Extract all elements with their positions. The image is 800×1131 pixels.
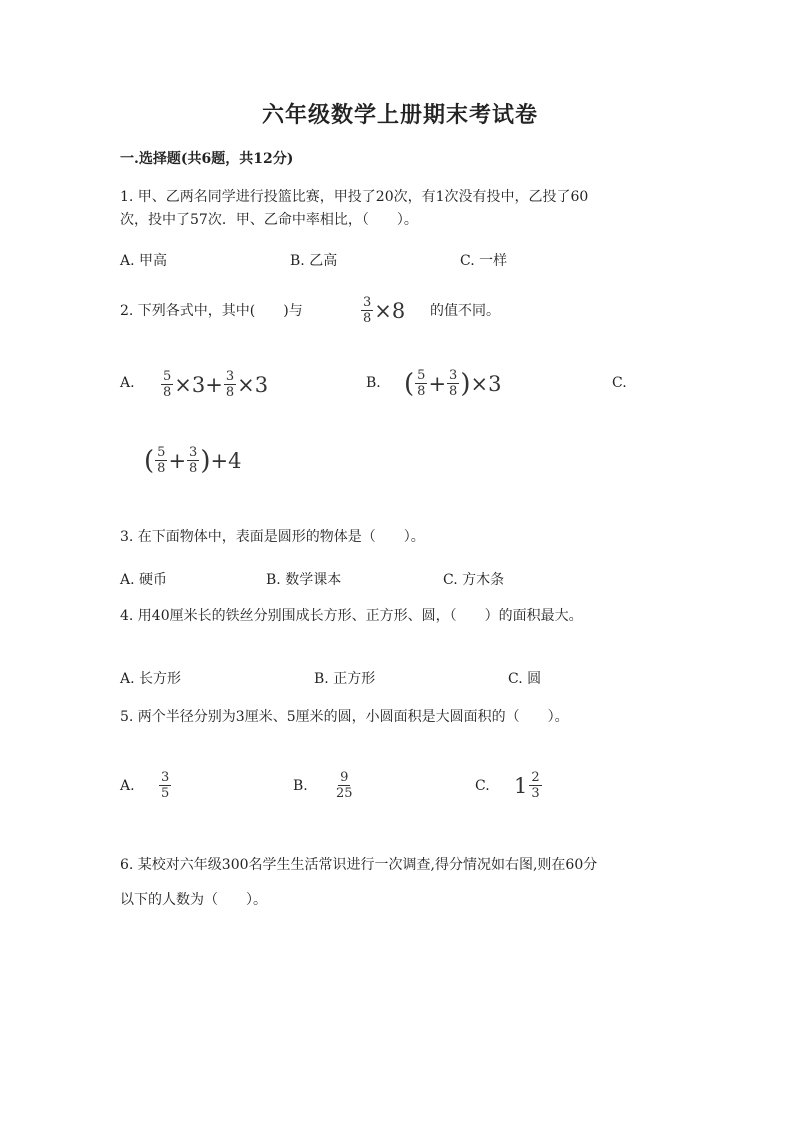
- question-5-option-b-label: B.: [293, 778, 308, 794]
- fraction: $\frac{5}{8}$: [417, 368, 426, 399]
- question-3-option-b: B. 数学课本: [266, 572, 342, 588]
- question-4-option-b: B. 正方形: [314, 671, 376, 687]
- exam-title: 六年级数学上册期末考试卷: [261, 102, 538, 128]
- question-2-option-c-expression: ( $\frac{5}{8}$ + $\frac{3}{8}$ ) +4: [144, 445, 242, 476]
- question-1-line-2: 次，投中了57次．甲、乙命中率相比，（ ）。: [120, 212, 418, 228]
- question-1-option-c: C. 一样: [460, 253, 508, 269]
- question-5-option-a-label: A.: [120, 778, 135, 794]
- fraction: $\frac{2}{3}$: [531, 770, 540, 801]
- section-heading: 一.选择题(共6题，共12分): [120, 151, 294, 167]
- fraction: $\frac{5}{8}$: [157, 445, 166, 476]
- fraction: $\frac{3}{8}$: [225, 369, 235, 400]
- question-5-option-a-fraction: [158, 771, 172, 800]
- question-4-text: 4. 用40厘米长的铁丝分别围成长方形、正方形、圆，（ ）的面积最大。: [120, 608, 583, 624]
- fraction: $\frac{3}{8}$: [449, 368, 458, 399]
- question-2-expression: $\frac{3}{8}$ × 8: [363, 295, 406, 326]
- question-1-option-b: B. 乙高: [290, 253, 338, 269]
- question-1-option-a: A. 甲高: [120, 253, 168, 269]
- question-2-option-b-label: B.: [366, 375, 381, 391]
- fraction: $\frac{9}{25}$: [336, 770, 353, 801]
- question-2-option-a-expression: $\frac{5}{8}$ ×3+ $\frac{3}{8}$ ×3: [163, 369, 269, 400]
- question-3-text: 3. 在下面物体中，表面是圆形的物体是（ ）。: [120, 529, 425, 545]
- question-2-option-c-label: C.: [612, 375, 627, 391]
- fraction: $\frac{3}{5}$: [161, 770, 170, 801]
- question-5-option-c-label: C.: [475, 778, 490, 794]
- question-5-text: 5. 两个半径分别为3厘米、5厘米的圆，小圆面积是大圆面积的（ ）。: [120, 709, 569, 725]
- fraction: $\frac{3}{8}$: [363, 295, 372, 326]
- question-4-option-c: C. 圆: [508, 671, 542, 687]
- question-3-option-c: C. 方木条: [443, 572, 505, 588]
- question-2-suffix: 的值不同。: [430, 303, 500, 319]
- question-6-line-2: 以下的人数为（ ）。: [120, 892, 267, 908]
- fraction: $\frac{5}{8}$: [163, 369, 172, 400]
- question-3-option-a: A. 硬币: [120, 572, 168, 588]
- question-5-option-b-fraction: [333, 771, 356, 800]
- question-4-option-a: A. 长方形: [120, 671, 182, 687]
- question-2-option-b-expression: ( $\frac{5}{8}$ + $\frac{3}{8}$ ) ×3: [404, 368, 502, 399]
- question-2-prefix: 2. 下列各式中，其中( )与: [120, 303, 303, 319]
- question-6-line-1: 6. 某校对六年级300名学生生活常识进行一次调查,得分情况如右图,则在60分: [120, 857, 598, 873]
- question-2-option-a-label: A.: [120, 375, 135, 391]
- question-1-line-1: 1. 甲、乙两名同学进行投篮比赛，甲投了20次，有1次没有投中，乙投了60: [120, 189, 589, 205]
- fraction: $\frac{3}{8}$: [189, 445, 198, 476]
- question-5-option-c-mixed-number: 1 $\frac{2}{3}$: [514, 770, 540, 801]
